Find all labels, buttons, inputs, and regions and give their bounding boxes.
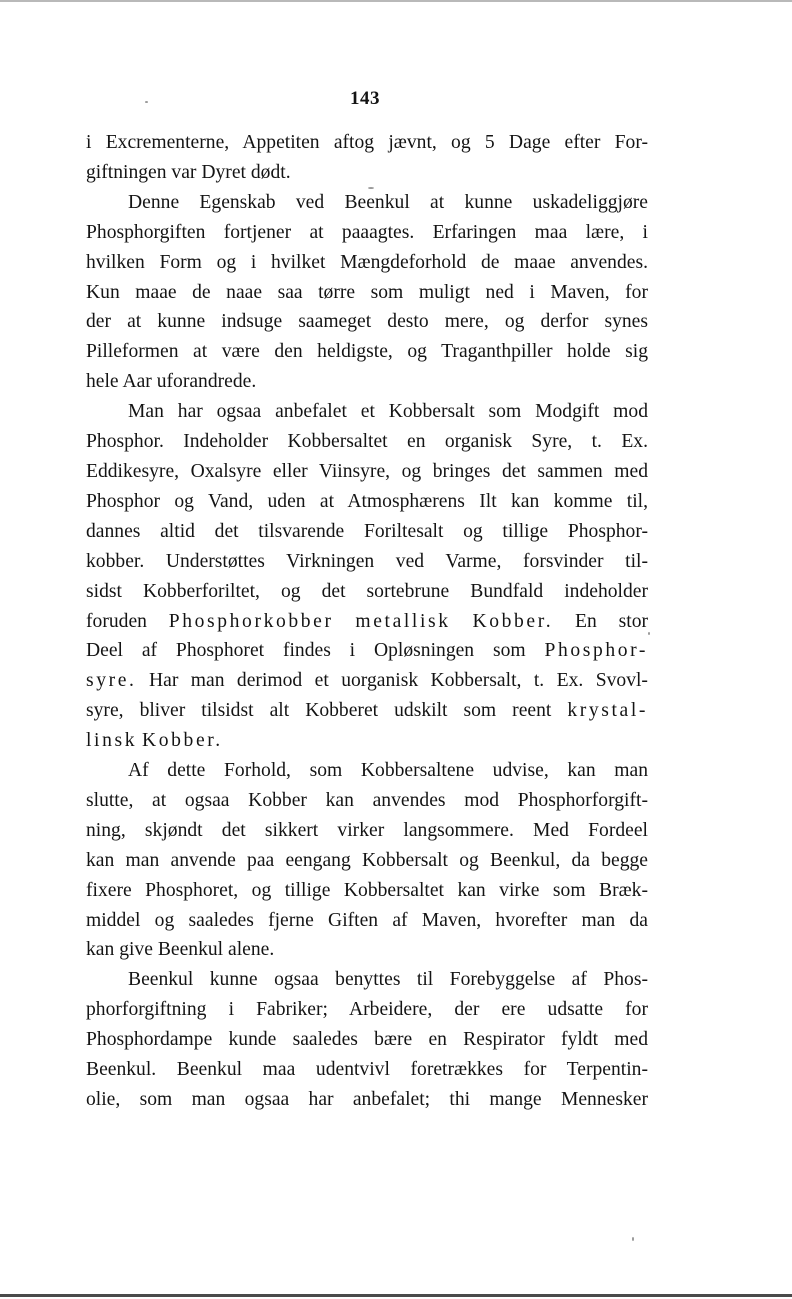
text-line: Phosphor og Vand, uden at Atmosphærens Ilt kan komme til, <box>86 490 648 512</box>
text-line: Af dette Forhold, som Kobbersaltene udvise, kan man <box>128 760 648 782</box>
text-line: hele Aar uforandrede. <box>86 371 257 393</box>
text-line: dannes altid det tilsvarende Foriltesalt og tillige Phosphor- <box>86 520 648 542</box>
text-line: olie, som man ogsaa har anbefalet; thi mange Mennesker <box>86 1089 648 1110</box>
paper-speck <box>368 187 374 189</box>
text-line: Deel af Phosphoret findes i Opløsningen som Phosphor- <box>86 640 649 662</box>
paper-speck <box>145 101 148 103</box>
paper-speck <box>632 1237 634 1241</box>
text-line: Eddikesyre, Oxalsyre eller Viinsyre, og bringes det sammen med <box>86 460 648 482</box>
text-line: ning, skjøndt det sikkert virker langsommere. Med Fordeel <box>86 819 648 841</box>
text-line: Phosphordampe kunde saaledes bære en Respirator fyldt med <box>86 1029 648 1051</box>
page-number: 143 <box>350 88 380 109</box>
text-line: hvilken Form og i hvilket Mængdeforhold de maae anvendes. <box>86 251 648 273</box>
text-line: i Excrementerne, Appetiten aftog jævnt, og 5 Dage efter For- <box>86 132 648 153</box>
paragraph <box>86 128 648 188</box>
text-line: fixere Phosphoret, og tillige Kobbersaltet kan virke som Bræk- <box>86 879 648 901</box>
paper-speck <box>648 632 650 635</box>
text-line: Kun maae de naae saa tørre som muligt ned i Maven, for <box>86 281 648 303</box>
text-line: Pilleformen at være den heldigste, og Traganthpiller holde sig <box>86 341 648 363</box>
text-line: Denne Egenskab ved Beenkul at kunne uskadeliggjøre <box>128 191 648 213</box>
paragraph <box>86 188 648 397</box>
text-line: Phosphorgiften fortjener at paaagtes. Erfaringen maa lære, i <box>86 221 648 243</box>
text-line: linsk Kobber. <box>86 730 223 752</box>
text-line: Man har ogsaa anbefalet et Kobbersalt som Modgift mod <box>128 401 648 423</box>
scan-edge-bottom <box>0 1294 792 1297</box>
paragraph <box>86 756 648 965</box>
paragraph <box>86 965 648 1115</box>
text-line: syre. Har man derimod et uorganisk Kobbersalt, t. Ex. Svovl- <box>86 670 648 692</box>
scan-edge-top <box>0 0 792 2</box>
text-line: kan give Beenkul alene. <box>86 939 275 961</box>
text-line: slutte, at ogsaa Kobber kan anvendes mod Phosphorforgift- <box>86 789 648 811</box>
text-line: sidst Kobberforiltet, og det sortebrune Bundfald indeholder <box>86 580 648 602</box>
text-line: giftningen var Dyret dødt. <box>86 161 291 183</box>
paragraph <box>86 397 648 756</box>
text-line: kobber. Understøttes Virkningen ved Varme, forsvinder til- <box>86 550 648 572</box>
body-text <box>86 128 648 1115</box>
text-line: der at kunne indsuge saameget desto mere, og derfor synes <box>86 311 648 333</box>
text-line: phorforgiftning i Fabriker; Arbeidere, der ere udsatte for <box>86 999 648 1021</box>
text-line: kan man anvende paa eengang Kobbersalt og Beenkul, da begge <box>86 849 648 871</box>
text-line: Beenkul. Beenkul maa udentvivl foretrækkes for Terpentin- <box>86 1059 648 1081</box>
text-line: middel og saaledes fjerne Giften af Maven, hvorefter man da <box>86 909 648 931</box>
text-line: Phosphor. Indeholder Kobbersaltet en organisk Syre, t. Ex. <box>86 431 648 453</box>
text-line: syre, bliver tilsidst alt Kobberet udskilt som reent krystal- <box>86 700 649 722</box>
text-line: Beenkul kunne ogsaa benyttes til Forebyggelse af Phos- <box>128 969 648 991</box>
text-line: foruden Phosphorkobber metallisk Kobber. En stor <box>86 610 649 632</box>
